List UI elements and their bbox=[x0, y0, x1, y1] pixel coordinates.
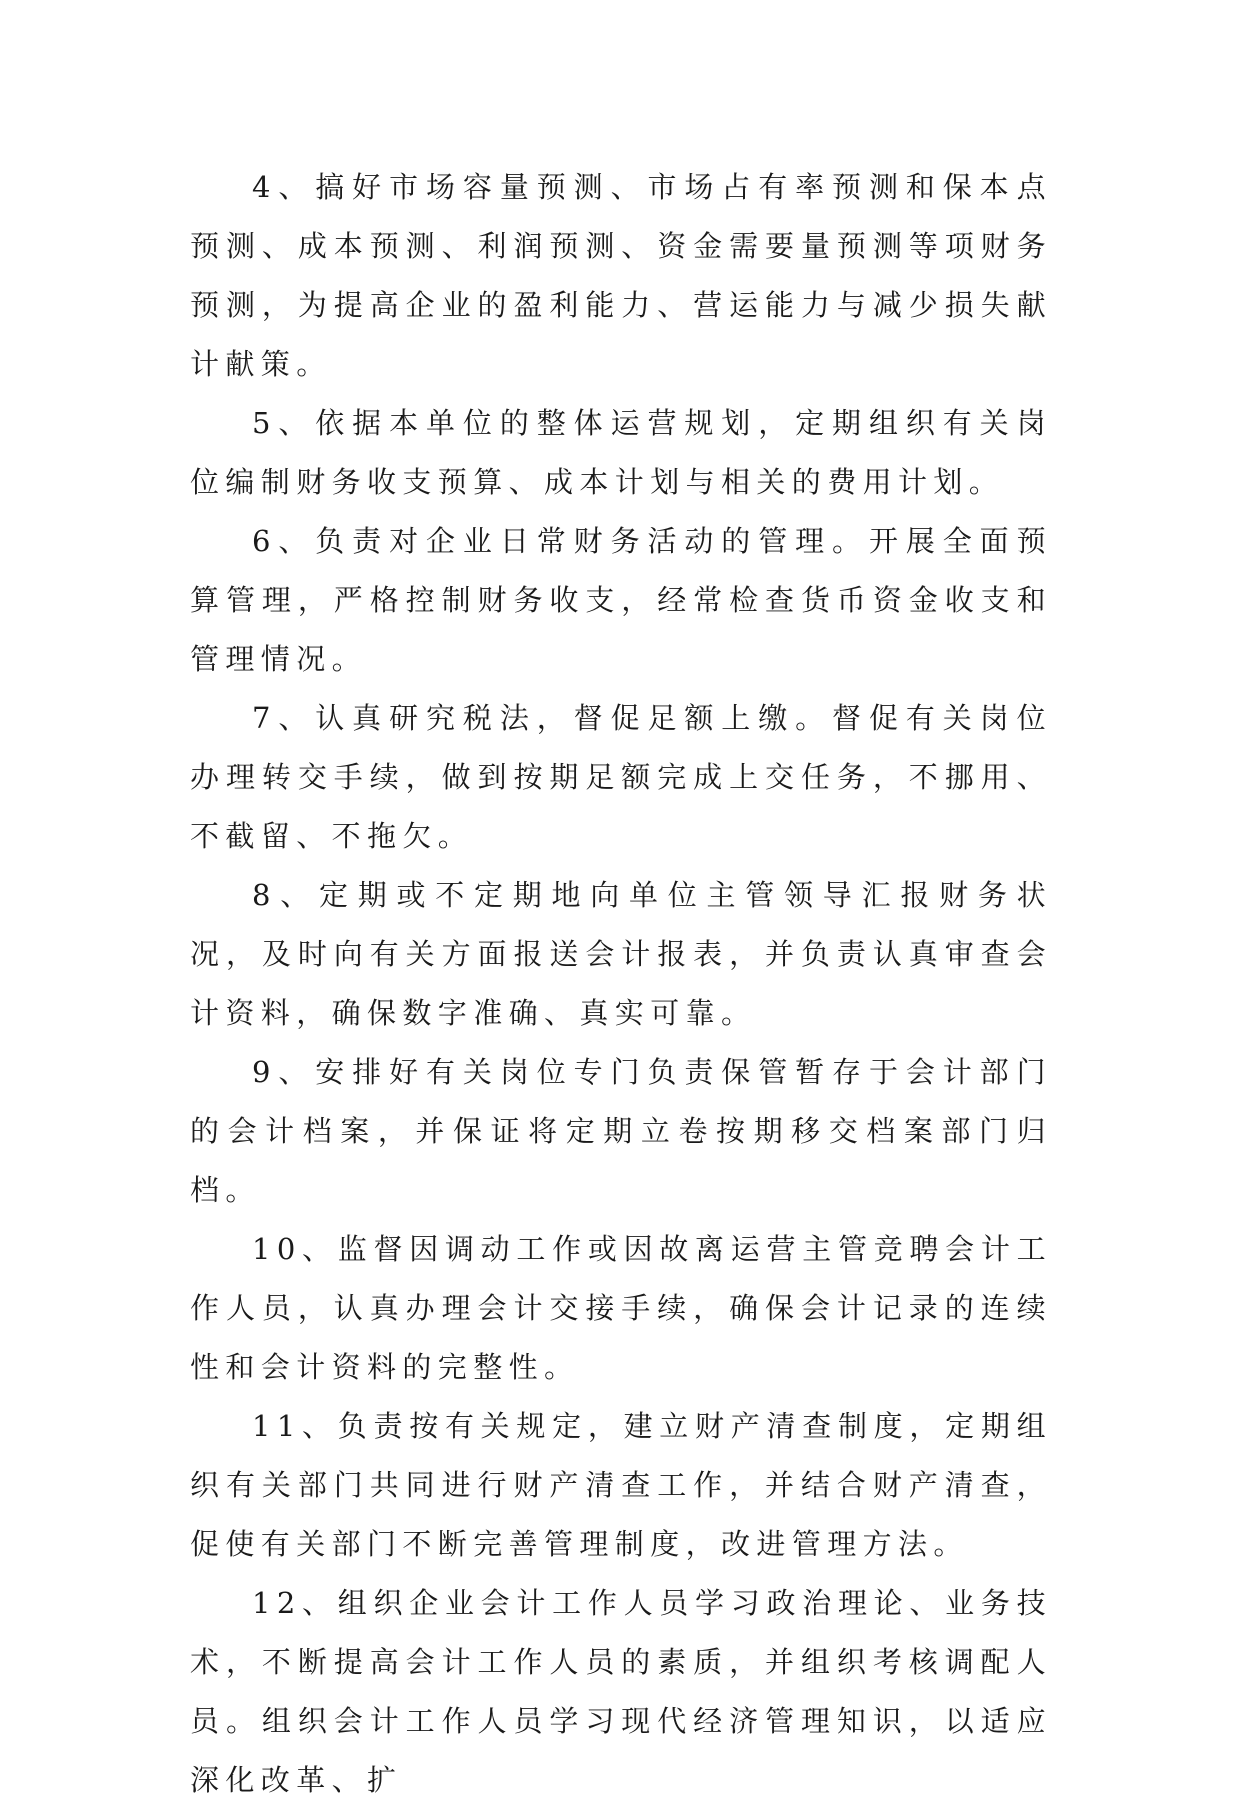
paragraph-item-7: 7、认真研究税法，督促足额上缴。督促有关岗位办理转交手续，做到按期足额完成上交任务，不挪用、不截留、不拖欠。 bbox=[190, 701, 1052, 853]
paragraph-item-5: 5、依据本单位的整体运营规划，定期组织有关岗位编制财务收支预算、成本计划与相关的费用计划。 bbox=[190, 406, 1052, 499]
paragraph-item-6: 6、负责对企业日常财务活动的管理。开展全面预算管理，严格控制财务收支，经常检查货币资金收支和管理情况。 bbox=[190, 524, 1052, 676]
paragraph-item-12: 12、组织企业会计工作人员学习政治理论、业务技术，不断提高会计工作人员的素质，并组织考核调配人员。组织会计工作人员学习现代经济管理知识，以适应深化改革、扩 bbox=[190, 1586, 1052, 1797]
paragraph-item-8: 8、定期或不定期地向单位主管领导汇报财务状况，及时向有关方面报送会计报表，并负责认真审查会计资料，确保数字准确、真实可靠。 bbox=[190, 878, 1052, 1030]
paragraph-item-4: 4、搞好市场容量预测、市场占有率预测和保本点预测、成本预测、利润预测、资金需要量预测等项财务预测，为提高企业的盈利能力、营运能力与减少损失献计献策。 bbox=[190, 170, 1052, 381]
paragraph-item-9: 9、安排好有关岗位专门负责保管暂存于会计部门的会计档案，并保证将定期立卷按期移交档案部门归档。 bbox=[190, 1055, 1052, 1207]
document-body bbox=[190, 158, 1052, 1810]
paragraph-item-10: 10、监督因调动工作或因故离运营主管竞聘会计工作人员，认真办理会计交接手续，确保会计记录的连续性和会计资料的完整性。 bbox=[190, 1232, 1052, 1384]
paragraph-item-11: 11、负责按有关规定，建立财产清查制度，定期组织有关部门共同进行财产清查工作，并结合财产清查，促使有关部门不断完善管理制度，改进管理方法。 bbox=[190, 1409, 1052, 1561]
